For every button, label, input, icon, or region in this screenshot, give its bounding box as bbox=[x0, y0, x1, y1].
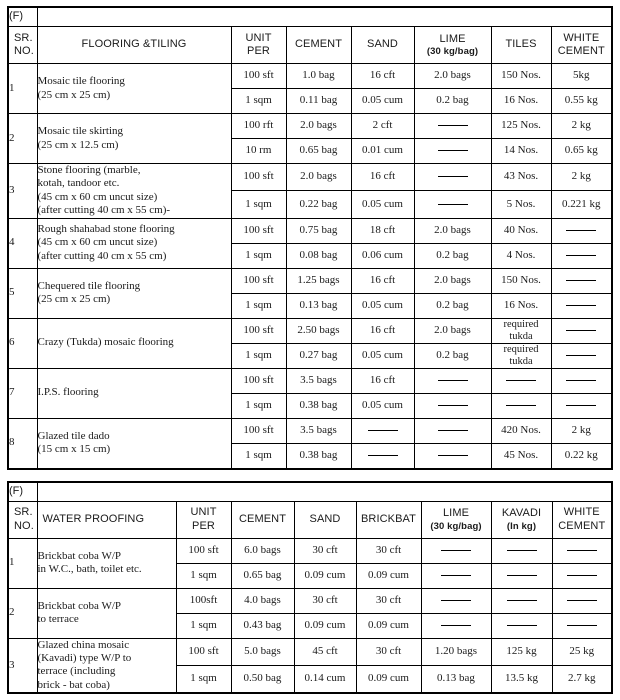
section-tag-row bbox=[8, 7, 612, 27]
cell-sr-no: 2 bbox=[8, 114, 37, 164]
cell-brickbat: 0.09 cum bbox=[356, 665, 421, 693]
col-header-lime bbox=[421, 501, 491, 538]
cell-sr-no: 6 bbox=[8, 318, 37, 368]
cell-unit: 10 rm bbox=[231, 139, 286, 164]
col-header-line1: WHITE bbox=[563, 506, 600, 519]
cell-cement: 0.11 bag bbox=[286, 89, 351, 114]
cell-white: 0.65 kg bbox=[551, 139, 612, 164]
cell-unit: 1 sqm bbox=[231, 343, 286, 368]
cell-lime bbox=[421, 613, 491, 638]
dash-icon bbox=[438, 455, 468, 456]
description-line: (25 cm x 12.5 cm) bbox=[37, 138, 119, 151]
col-header-line1: KAVADI bbox=[501, 507, 542, 520]
cell-sr-no: 2 bbox=[8, 588, 37, 638]
cell-brickbat: 30 cft bbox=[356, 638, 421, 665]
dash-icon bbox=[566, 230, 596, 231]
cell-white bbox=[552, 588, 612, 613]
col-header-brickbat: BRICKBAT bbox=[356, 501, 421, 538]
cell-tiles: 420 Nos. bbox=[491, 418, 551, 443]
description-line: (15 cm x 15 cm) bbox=[37, 443, 111, 456]
col-header-unit-per bbox=[176, 501, 231, 538]
col-header-flooring-tiling: FLOORING &TILING bbox=[37, 27, 231, 64]
cell-sr-no: 8 bbox=[8, 418, 37, 469]
cell-kavadi bbox=[491, 563, 552, 588]
cell-lime bbox=[414, 443, 491, 469]
cell-white: 5kg bbox=[551, 64, 612, 89]
cell-tiles bbox=[491, 393, 551, 418]
col-header-line2: (30 kg/bag) bbox=[430, 520, 482, 532]
cell-sand: 45 cft bbox=[294, 638, 356, 665]
cell-white bbox=[551, 318, 612, 343]
cell-sr-no: 5 bbox=[8, 268, 37, 318]
cell-sand: 2 cft bbox=[351, 114, 414, 139]
cell-white bbox=[552, 563, 612, 588]
table-body bbox=[8, 538, 612, 693]
table-row bbox=[8, 368, 612, 393]
cell-sand: 0.05 cum bbox=[351, 343, 414, 368]
cell-line: required bbox=[503, 344, 539, 356]
cell-description bbox=[37, 268, 231, 318]
cell-cement: 0.65 bag bbox=[286, 139, 351, 164]
cell-lime bbox=[414, 114, 491, 139]
cell-lime: 2.0 bags bbox=[414, 64, 491, 89]
dash-icon bbox=[441, 550, 471, 551]
cell-tiles: 150 Nos. bbox=[491, 64, 551, 89]
col-header-line2: (30 kg/bag) bbox=[426, 45, 479, 57]
col-header-water-proofing: WATER PROOFING bbox=[37, 501, 176, 538]
col-header-line2: CEMENT bbox=[557, 45, 605, 57]
col-header-line1: LIME bbox=[442, 507, 470, 520]
cell-line: tukda bbox=[509, 330, 533, 342]
description-line: Brickbat coba W/P bbox=[37, 549, 121, 562]
cell-unit: 1 sqm bbox=[231, 191, 286, 218]
section-tag-row bbox=[8, 482, 612, 502]
dash-icon bbox=[567, 600, 597, 601]
cell-white bbox=[551, 343, 612, 368]
col-header-cement: CEMENT bbox=[286, 27, 351, 64]
dash-icon bbox=[567, 625, 597, 626]
cell-lime bbox=[414, 139, 491, 164]
cell-tiles bbox=[491, 318, 551, 343]
cell-cement: 0.38 bag bbox=[286, 443, 351, 469]
cell-unit: 100 sft bbox=[176, 538, 231, 563]
cell-lime bbox=[414, 164, 491, 191]
section-tag-blank bbox=[37, 7, 612, 27]
cell-tiles: 43 Nos. bbox=[491, 164, 551, 191]
cell-description bbox=[37, 538, 176, 588]
cell-tiles: 5 Nos. bbox=[491, 191, 551, 218]
cell-lime bbox=[421, 563, 491, 588]
dash-icon bbox=[438, 405, 468, 406]
cell-sand: 30 cft bbox=[294, 538, 356, 563]
cell-white: 0.22 kg bbox=[551, 443, 612, 469]
cell-sand bbox=[351, 443, 414, 469]
cell-kavadi: 125 kg bbox=[491, 638, 552, 665]
cell-sand: 0.01 cum bbox=[351, 139, 414, 164]
description-line: (45 cm x 60 cm uncut size) bbox=[37, 236, 158, 249]
col-header-line1: SR. bbox=[14, 506, 33, 519]
cell-unit: 100 sft bbox=[231, 64, 286, 89]
cell-description bbox=[37, 368, 231, 418]
cell-unit: 1 sqm bbox=[176, 613, 231, 638]
dash-icon bbox=[438, 204, 468, 205]
cell-sand bbox=[351, 418, 414, 443]
col-header-line1: LIME bbox=[439, 32, 466, 45]
cell-sand: 0.09 cum bbox=[294, 613, 356, 638]
col-header-sr-no bbox=[8, 27, 37, 64]
cell-brickbat: 30 cft bbox=[356, 588, 421, 613]
cell-description bbox=[37, 638, 176, 693]
cell-white bbox=[552, 538, 612, 563]
table-body bbox=[8, 64, 612, 469]
col-header-line2: NO. bbox=[14, 45, 34, 57]
description-line: Glazed china mosaic bbox=[37, 638, 130, 651]
col-header-lime bbox=[414, 27, 491, 64]
cell-sr-no: 1 bbox=[8, 64, 37, 114]
cell-sand: 0.05 cum bbox=[351, 191, 414, 218]
description-line: Rough shahabad stone flooring bbox=[37, 223, 175, 236]
cell-cement: 1.0 bag bbox=[286, 64, 351, 89]
cell-white bbox=[551, 293, 612, 318]
table-row bbox=[8, 218, 612, 243]
cell-white bbox=[551, 243, 612, 268]
dash-icon bbox=[566, 330, 596, 331]
cell-unit: 100 sft bbox=[231, 268, 286, 293]
cell-sand: 0.09 cum bbox=[294, 563, 356, 588]
cell-sand: 16 cft bbox=[351, 64, 414, 89]
cell-tiles: 16 Nos. bbox=[491, 293, 551, 318]
cell-lime bbox=[414, 393, 491, 418]
cell-lime bbox=[421, 538, 491, 563]
cell-line: required bbox=[503, 319, 539, 331]
col-header-unit-per bbox=[231, 27, 286, 64]
table-row bbox=[8, 588, 612, 613]
description-line: in W.C., bath, toilet etc. bbox=[37, 563, 142, 576]
cell-cement: 0.13 bag bbox=[286, 293, 351, 318]
cell-lime bbox=[421, 588, 491, 613]
cell-white bbox=[551, 368, 612, 393]
water-proofing-table bbox=[7, 481, 613, 695]
cell-sand: 0.05 cum bbox=[351, 89, 414, 114]
cell-unit: 1 sqm bbox=[231, 443, 286, 469]
cell-sand: 16 cft bbox=[351, 318, 414, 343]
cell-sand: 0.06 cum bbox=[351, 243, 414, 268]
table-row bbox=[8, 164, 612, 191]
cell-kavadi bbox=[491, 538, 552, 563]
description-line: (after cutting 40 cm x 55 cm)- bbox=[37, 204, 171, 217]
cell-brickbat: 30 cft bbox=[356, 538, 421, 563]
dash-icon bbox=[438, 150, 468, 151]
cell-lime: 2.0 bags bbox=[414, 318, 491, 343]
dash-icon bbox=[441, 625, 471, 626]
table-row bbox=[8, 268, 612, 293]
cell-white: 0.55 kg bbox=[551, 89, 612, 114]
cell-sand: 0.05 cum bbox=[351, 393, 414, 418]
dash-icon bbox=[438, 430, 468, 431]
cell-cement: 4.0 bags bbox=[231, 588, 294, 613]
table-row bbox=[8, 538, 612, 563]
cell-cement: 2.0 bags bbox=[286, 114, 351, 139]
description-line: kotah, tandoor etc. bbox=[37, 177, 120, 190]
cell-white bbox=[551, 393, 612, 418]
dash-icon bbox=[441, 575, 471, 576]
dash-icon bbox=[506, 380, 536, 381]
description-line: Chequered tile flooring bbox=[37, 279, 141, 292]
description-line: I.P.S. flooring bbox=[37, 386, 99, 399]
cell-kavadi: 13.5 kg bbox=[491, 665, 552, 693]
col-header-line1: SR. bbox=[14, 31, 33, 44]
cell-description bbox=[37, 418, 231, 469]
cell-sr-no: 1 bbox=[8, 538, 37, 588]
cell-sand: 18 cft bbox=[351, 218, 414, 243]
cell-unit: 100 sft bbox=[231, 164, 286, 191]
dash-icon bbox=[506, 405, 536, 406]
description-line: (Kavadi) type W/P to bbox=[37, 652, 132, 665]
cell-unit: 1 sqm bbox=[176, 665, 231, 693]
dash-icon bbox=[438, 380, 468, 381]
cell-tiles: 16 Nos. bbox=[491, 89, 551, 114]
table-header-row bbox=[8, 27, 612, 64]
cell-unit: 100 sft bbox=[176, 638, 231, 665]
cell-unit: 1 sqm bbox=[176, 563, 231, 588]
description-line: Stone flooring (marble, bbox=[37, 164, 141, 176]
cell-unit: 100 sft bbox=[231, 418, 286, 443]
cell-cement: 0.50 bag bbox=[231, 665, 294, 693]
description-line: brick - bat coba) bbox=[37, 678, 110, 691]
cell-tiles: 45 Nos. bbox=[491, 443, 551, 469]
description-line: Brickbat coba W/P bbox=[37, 599, 121, 612]
dash-icon bbox=[368, 455, 398, 456]
cell-white: 2 kg bbox=[551, 114, 612, 139]
col-header-line2: NO. bbox=[14, 519, 34, 532]
cell-tiles: 4 Nos. bbox=[491, 243, 551, 268]
cell-brickbat: 0.09 cum bbox=[356, 563, 421, 588]
cell-sand: 0.05 cum bbox=[351, 293, 414, 318]
cell-lime: 0.2 bag bbox=[414, 243, 491, 268]
col-header-white-cement bbox=[551, 27, 612, 64]
cell-white bbox=[552, 613, 612, 638]
section-tag: (F) bbox=[8, 7, 37, 27]
cell-lime bbox=[414, 418, 491, 443]
cell-lime: 2.0 bags bbox=[414, 268, 491, 293]
cell-description bbox=[37, 114, 231, 164]
cell-brickbat: 0.09 cum bbox=[356, 613, 421, 638]
cell-cement: 3.5 bags bbox=[286, 418, 351, 443]
dash-icon bbox=[566, 280, 596, 281]
dash-icon bbox=[566, 380, 596, 381]
cell-kavadi bbox=[491, 588, 552, 613]
cell-unit: 100 rft bbox=[231, 114, 286, 139]
cell-line: tukda bbox=[509, 355, 533, 367]
dash-icon bbox=[566, 255, 596, 256]
cell-cement: 2.50 bags bbox=[286, 318, 351, 343]
cell-tiles bbox=[491, 343, 551, 368]
dash-icon bbox=[438, 176, 468, 177]
cell-lime bbox=[414, 191, 491, 218]
description-line: (25 cm x 25 cm) bbox=[37, 88, 111, 101]
cell-cement: 0.08 bag bbox=[286, 243, 351, 268]
dash-icon bbox=[368, 430, 398, 431]
cell-white: 25 kg bbox=[552, 638, 612, 665]
col-header-line2: PER bbox=[192, 519, 215, 532]
cell-unit: 1 sqm bbox=[231, 293, 286, 318]
col-header-line1: WHITE bbox=[563, 31, 600, 44]
cell-cement: 0.43 bag bbox=[231, 613, 294, 638]
cell-tiles: 150 Nos. bbox=[491, 268, 551, 293]
dash-icon bbox=[441, 600, 471, 601]
cell-white: 2 kg bbox=[551, 164, 612, 191]
cell-sand: 16 cft bbox=[351, 268, 414, 293]
cell-lime: 1.20 bags bbox=[421, 638, 491, 665]
cell-tiles: 125 Nos. bbox=[491, 114, 551, 139]
description-line: Mosaic tile skirting bbox=[37, 125, 124, 138]
col-header-line1: UNIT bbox=[245, 31, 272, 44]
cell-lime bbox=[414, 368, 491, 393]
dash-icon bbox=[438, 125, 468, 126]
description-line: to terrace bbox=[37, 613, 79, 626]
cell-unit: 1 sqm bbox=[231, 393, 286, 418]
cell-sr-no: 7 bbox=[8, 368, 37, 418]
cell-sand: 30 cft bbox=[294, 588, 356, 613]
section-tag-blank bbox=[37, 482, 612, 502]
flooring-tiling-table bbox=[7, 6, 613, 470]
col-header-cement: CEMENT bbox=[231, 501, 294, 538]
dash-icon bbox=[507, 625, 537, 626]
table-row bbox=[8, 114, 612, 139]
cell-cement: 0.27 bag bbox=[286, 343, 351, 368]
table-row bbox=[8, 64, 612, 89]
cell-description bbox=[37, 64, 231, 114]
cell-unit: 1 sqm bbox=[231, 89, 286, 114]
cell-white bbox=[551, 218, 612, 243]
col-header-sand: SAND bbox=[294, 501, 356, 538]
cell-cement: 0.38 bag bbox=[286, 393, 351, 418]
cell-unit: 1 sqm bbox=[231, 243, 286, 268]
cell-cement: 3.5 bags bbox=[286, 368, 351, 393]
cell-unit: 100 sft bbox=[231, 368, 286, 393]
col-header-line2: PER bbox=[247, 45, 270, 57]
cell-lime: 0.2 bag bbox=[414, 343, 491, 368]
cell-white: 0.221 kg bbox=[551, 191, 612, 218]
cell-cement: 0.22 bag bbox=[286, 191, 351, 218]
cell-white bbox=[551, 268, 612, 293]
cell-kavadi bbox=[491, 613, 552, 638]
col-header-sr-no bbox=[8, 501, 37, 538]
cell-cement: 0.65 bag bbox=[231, 563, 294, 588]
description-line: Mosaic tile flooring bbox=[37, 75, 125, 88]
cell-lime: 0.2 bag bbox=[414, 293, 491, 318]
cell-cement: 6.0 bags bbox=[231, 538, 294, 563]
cell-lime: 0.13 bag bbox=[421, 665, 491, 693]
col-header-tiles: TILES bbox=[491, 27, 551, 64]
col-header-line1: UNIT bbox=[190, 506, 217, 519]
dash-icon bbox=[566, 305, 596, 306]
cell-sand: 16 cft bbox=[351, 368, 414, 393]
col-header-sand: SAND bbox=[351, 27, 414, 64]
cell-white: 2.7 kg bbox=[552, 665, 612, 693]
description-line: Glazed tile dado bbox=[37, 429, 110, 442]
dash-icon bbox=[567, 550, 597, 551]
description-line: (25 cm x 25 cm) bbox=[37, 293, 111, 306]
cell-cement: 0.75 bag bbox=[286, 218, 351, 243]
cell-cement: 1.25 bags bbox=[286, 268, 351, 293]
col-header-line2: (In kg) bbox=[506, 520, 537, 532]
table-header-row bbox=[8, 501, 612, 538]
cell-lime: 2.0 bags bbox=[414, 218, 491, 243]
cell-description bbox=[37, 164, 231, 219]
table-row bbox=[8, 638, 612, 665]
cell-cement: 2.0 bags bbox=[286, 164, 351, 191]
description-line: (after cutting 40 cm x 55 cm) bbox=[37, 249, 167, 262]
dash-icon bbox=[566, 355, 596, 356]
description-line: terrace (including bbox=[37, 665, 116, 678]
dash-icon bbox=[507, 550, 537, 551]
dash-icon bbox=[566, 405, 596, 406]
cell-sand: 0.14 cum bbox=[294, 665, 356, 693]
cell-lime: 0.2 bag bbox=[414, 89, 491, 114]
cell-sand: 16 cft bbox=[351, 164, 414, 191]
cell-description bbox=[37, 588, 176, 638]
dash-icon bbox=[507, 575, 537, 576]
cell-sr-no: 3 bbox=[8, 164, 37, 219]
cell-white: 2 kg bbox=[551, 418, 612, 443]
description-line: Crazy (Tukda) mosaic flooring bbox=[37, 336, 174, 349]
dash-icon bbox=[507, 600, 537, 601]
cell-description bbox=[37, 318, 231, 368]
cell-unit: 100sft bbox=[176, 588, 231, 613]
col-header-line2: CEMENT bbox=[558, 519, 606, 532]
col-header-kavadi bbox=[491, 501, 552, 538]
cell-sr-no: 4 bbox=[8, 218, 37, 268]
cell-tiles: 14 Nos. bbox=[491, 139, 551, 164]
section-tag: (F) bbox=[8, 482, 37, 502]
col-header-white-cement bbox=[552, 501, 612, 538]
cell-unit: 100 sft bbox=[231, 218, 286, 243]
cell-unit: 100 sft bbox=[231, 318, 286, 343]
cell-sr-no: 3 bbox=[8, 638, 37, 693]
cell-tiles: 40 Nos. bbox=[491, 218, 551, 243]
cell-tiles bbox=[491, 368, 551, 393]
table-row bbox=[8, 318, 612, 343]
table-row bbox=[8, 418, 612, 443]
cell-cement: 5.0 bags bbox=[231, 638, 294, 665]
dash-icon bbox=[567, 575, 597, 576]
cell-description bbox=[37, 218, 231, 268]
description-line: (45 cm x 60 cm uncut size) bbox=[37, 190, 158, 203]
